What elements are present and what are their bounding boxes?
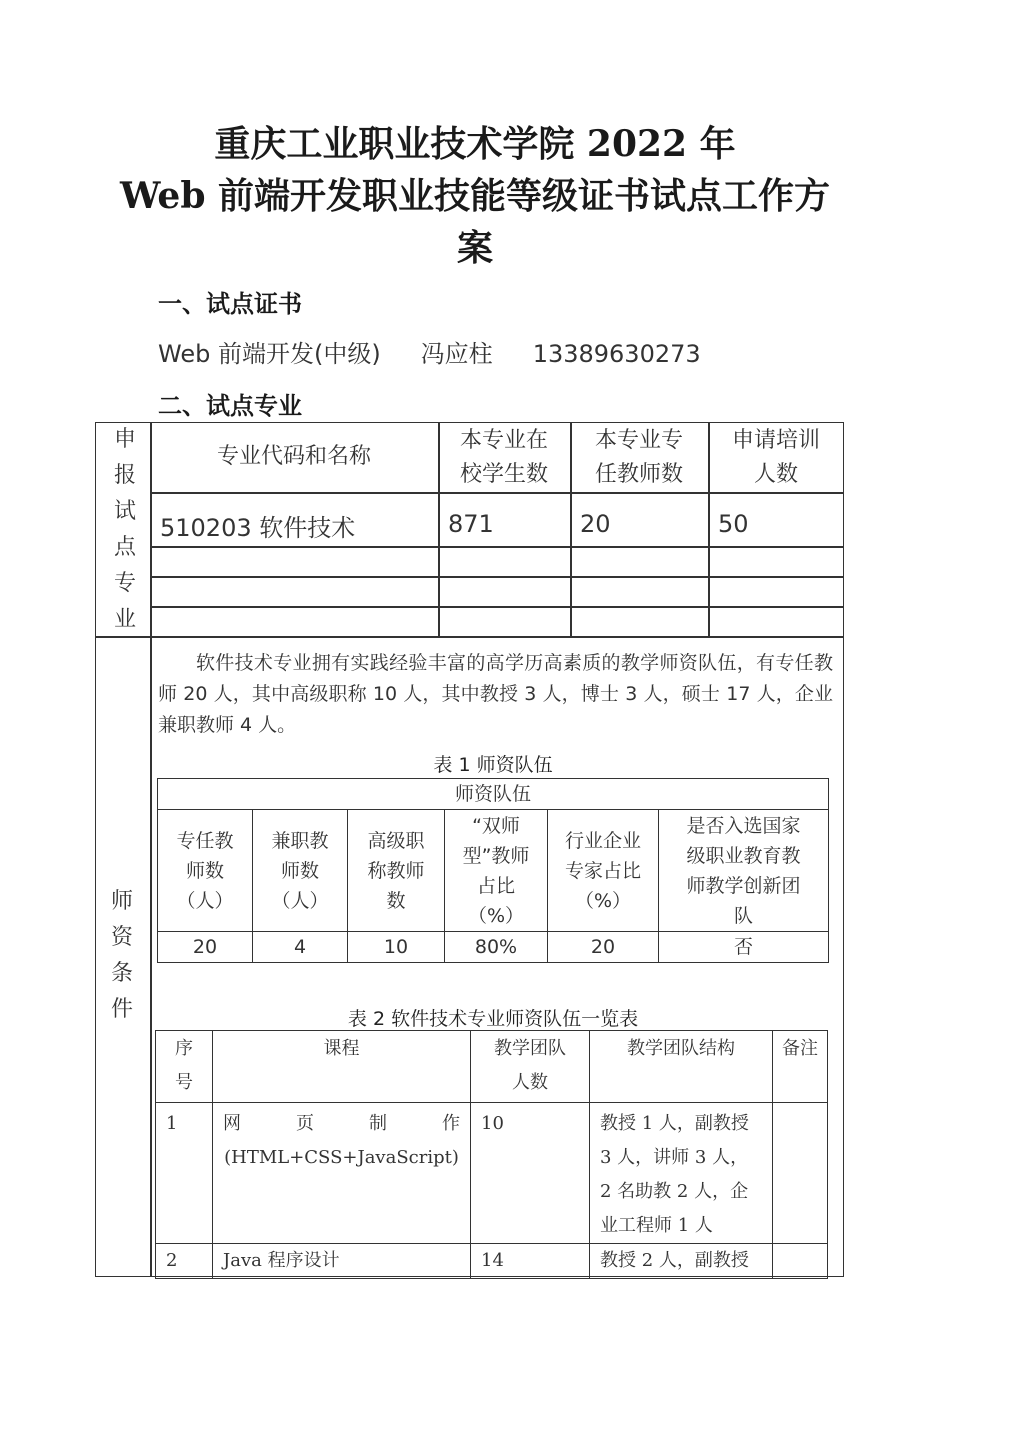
table2-header-course: 课程 [213,1031,471,1103]
divider [150,492,844,494]
row-index: 2 [156,1244,213,1279]
divider [150,422,152,1277]
table1-header-national-team: 是否入选国家 级职业教育教 师教学创新团 队 [659,810,829,932]
table1-header-dual: “双师 型”教师 占比 （%） [445,810,548,932]
row-label-teacher: 师 资 条 件 [110,889,133,1022]
table1-caption: 表 1 师资队伍 [433,754,553,776]
row-label-major: 申 报 试 点 专 业 [113,427,136,632]
section1-heading: 一、试点证书 [158,290,302,318]
table1-value-parttime: 4 [253,932,348,963]
header-teachers: 本专业专 任教师数 [594,428,683,487]
major-name: 510203 软件技术 [160,514,356,542]
teacher-description: 软件技术专业拥有实践经验丰富的高学历高素质的教学师资队伍，有专任教师 20 人，其中高级职称 10 人，其中教授 3 人，博士 3 人，硕士 17 人，企业兼职教师 4 人。 [158,652,833,736]
teacher-team-table [157,778,829,963]
row-course: Java 程序设计 [213,1244,471,1279]
header-students: 本专业在 校学生数 [459,428,548,487]
table1-header-senior: 高级职 称教师 数 [348,810,445,932]
table2-header-remark: 备注 [773,1031,828,1103]
student-count: 871 [448,510,494,538]
table2-caption: 表 2 软件技术专业师资队伍一览表 [347,1008,639,1030]
row-remark [773,1244,828,1279]
table1-value-senior: 10 [348,932,445,963]
table-row [156,1103,828,1244]
teacher-list-table [155,1030,828,1279]
table1-header-industry: 行业企业 专家占比 （%） [548,810,659,932]
table1-header-fulltime: 专任教 师数 （人） [158,810,253,932]
table2-header-structure: 教学团队结构 [590,1031,773,1103]
table2-header-team-size: 教学团队 人数 [471,1031,590,1103]
table-row [156,1244,828,1279]
table1-value-fulltime: 20 [158,932,253,963]
table2-header-index: 序 号 [156,1031,213,1103]
row-course: 网 页 制 作 (HTML+CSS+JavaScript) [213,1103,471,1244]
header-trainees: 申请培训 人数 [731,428,820,487]
table1-group-header: 师资队伍 [158,779,829,810]
divider [150,546,844,548]
contact-name: 冯应柱 [420,340,493,368]
divider [150,606,844,608]
divider [150,576,844,578]
row-index: 1 [156,1103,213,1244]
teacher-count: 20 [580,510,611,538]
divider [95,636,844,638]
row-team-size: 10 [471,1103,590,1244]
doc-title-line3: 案 [456,227,493,269]
contact-phone: 13389630273 [532,340,701,368]
row-remark [773,1103,828,1244]
table1-header-parttime: 兼职教 师数 （人） [253,810,348,932]
row-team-size: 14 [471,1244,590,1279]
certificate-name: Web 前端开发(中级) [158,340,381,368]
section2-heading: 二、试点专业 [158,392,302,420]
table1-value-dual: 80% [445,932,548,963]
trainee-count: 50 [718,510,749,538]
row-structure: 教授 1 人，副教授 3 人，讲师 3 人， 2 名助教 2 人，企 业工程师 1 人 [590,1103,773,1244]
doc-title-line2: Web 前端开发职业技能等级证书试点工作方 [119,175,831,217]
table1-value-national-team: 否 [659,932,829,963]
certificate-line [158,334,741,369]
doc-title-line1: 重庆工业职业技术学院 2022 年 [214,123,736,165]
row-structure: 教授 2 人，副教授 [590,1244,773,1279]
header-major-code-name: 专业代码和名称 [216,444,371,469]
table1-value-industry: 20 [548,932,659,963]
